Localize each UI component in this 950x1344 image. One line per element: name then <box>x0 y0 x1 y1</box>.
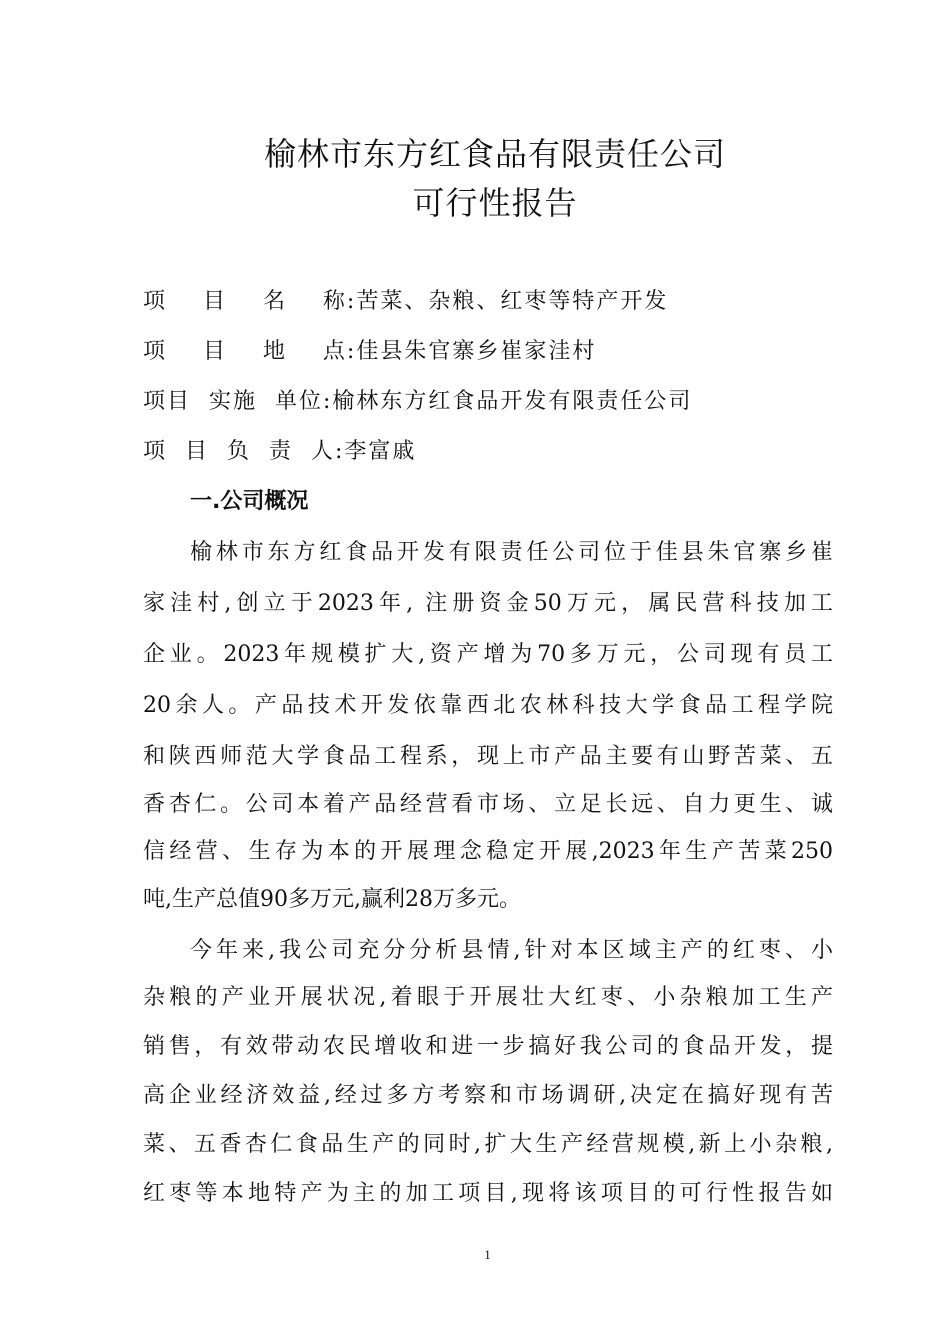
paragraph-line: 企业。2023年规模扩大,资产增为70多万元，公司现有员工 <box>143 642 833 667</box>
document-subtitle: 可行性报告 <box>412 184 578 222</box>
project-leader-label: 项 目 负 责 人: <box>143 439 345 464</box>
paragraph-line: 高企业经济效益,经过多方考察和市场调研,决定在搞好现有苦 <box>143 1083 833 1108</box>
paragraph-line: 20余人。产品技术开发依靠西北农林科技大学食品工程学院 <box>143 693 833 718</box>
paragraph-line: 香杏仁。公司本着产品经营看市场、立足长远、自力更生、诚 <box>143 792 833 817</box>
paragraph-line: 家洼村,创立于2023年, 注册资金50万元，属民营科技加工 <box>143 591 833 616</box>
project-location-value: 佳县朱官寨乡崔家洼村 <box>356 339 597 364</box>
project-location-row <box>143 334 596 365</box>
paragraph-line: 今年来,我公司充分分析县情,针对本区域主产的红枣、小 <box>190 938 833 963</box>
paragraph-line: 杂粮的产业开展状况,着眼于开展壮大红枣、小杂粮加工生产 <box>143 985 833 1010</box>
paragraph-line: 吨,生产总值90多万元,赢利28万多元。 <box>143 887 521 912</box>
project-unit-label: 项目 实施 单位: <box>143 389 333 414</box>
project-name-row <box>143 284 668 315</box>
page-number: 1 <box>484 1247 491 1262</box>
paragraph-line: 红枣等本地特产为主的加工项目,现将该项目的可行性报告如 <box>143 1181 833 1206</box>
paragraph-line: 销售，有效带动农民增收和进一步搞好我公司的食品开发，提 <box>143 1034 833 1059</box>
project-leader-row <box>143 434 416 465</box>
paragraph-line: 和陕西师范大学食品工程系，现上市产品主要有山野苦菜、五 <box>143 744 833 769</box>
paragraph-line: 信经营、生存为本的开展理念稳定开展,2023年生产苦菜250 <box>143 839 833 864</box>
project-location-label: 项 目 地 点: <box>143 339 357 364</box>
project-name-value: 苦菜、杂粮、红枣等特产开发 <box>356 289 669 314</box>
project-leader-value: 李富戚 <box>344 439 417 464</box>
project-unit-value: 榆林东方红食品开发有限责任公司 <box>332 389 693 414</box>
section-heading: 一.公司概况 <box>190 489 309 514</box>
project-unit-row <box>143 384 692 415</box>
project-name-label: 项 目 名 称: <box>143 289 357 314</box>
paragraph-line: 菜、五香杏仁食品生产的同时,扩大生产经营规模,新上小杂粮, <box>143 1132 833 1157</box>
document-title: 榆林市东方红食品有限责任公司 <box>263 135 726 173</box>
paragraph-line: 榆林市东方红食品开发有限责任公司位于佳县朱官寨乡崔 <box>190 540 833 565</box>
